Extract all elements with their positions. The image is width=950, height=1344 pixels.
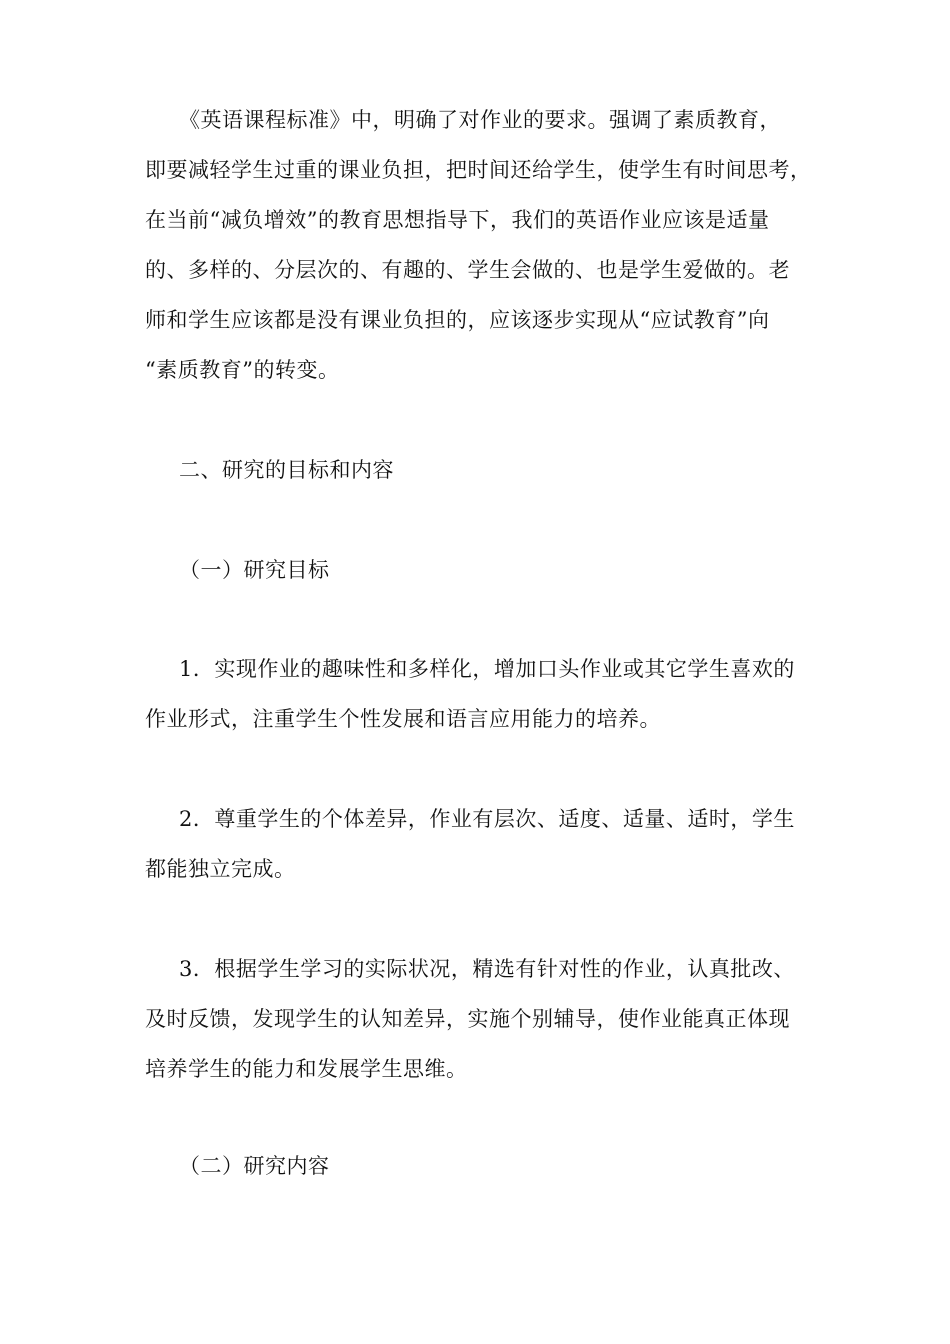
goal-line: 3．根据学生学习的实际状况，精选有针对性的作业，认真批改、 xyxy=(179,957,795,981)
goal-line: 2．尊重学生的个体差异，作业有层次、适度、适量、适时，学生 xyxy=(179,807,795,831)
intro-line: “素质教育”的转变。 xyxy=(145,358,340,382)
goal-line: 及时反馈，发现学生的认知差异，实施个别辅导，使作业能真正体现 xyxy=(145,1007,790,1031)
section-heading: 二、研究的目标和内容 xyxy=(179,458,394,482)
goal-line: 1．实现作业的趣味性和多样化，增加口头作业或其它学生喜欢的 xyxy=(179,657,795,681)
goal-item-3 xyxy=(145,944,820,1094)
intro-line: 的、多样的、分层次的、有趣的、学生会做的、也是学生爱做的。老 xyxy=(145,258,790,282)
goal-line: 培养学生的能力和发展学生思维。 xyxy=(145,1057,468,1081)
goal-item-1 xyxy=(145,644,820,744)
intro-line: 即要减轻学生过重的课业负担，把时间还给学生，使学生有时间思考， xyxy=(145,158,812,182)
goal-line: 作业形式，注重学生个性发展和语言应用能力的培养。 xyxy=(145,707,661,731)
intro-paragraph xyxy=(145,95,820,395)
subsection-heading-goals: （一）研究目标 xyxy=(179,558,330,582)
intro-line: 师和学生应该都是没有课业负担的，应该逐步实现从“应试教育”向 xyxy=(145,308,770,332)
goal-item-2 xyxy=(145,794,820,894)
intro-line: 在当前“减负增效”的教育思想指导下，我们的英语作业应该是适量 xyxy=(145,208,770,232)
intro-line: 《英语课程标准》中，明确了对作业的要求。强调了素质教育， xyxy=(179,108,781,132)
goal-line: 都能独立完成。 xyxy=(145,857,296,881)
subsection-heading-content: （二）研究内容 xyxy=(179,1154,330,1178)
